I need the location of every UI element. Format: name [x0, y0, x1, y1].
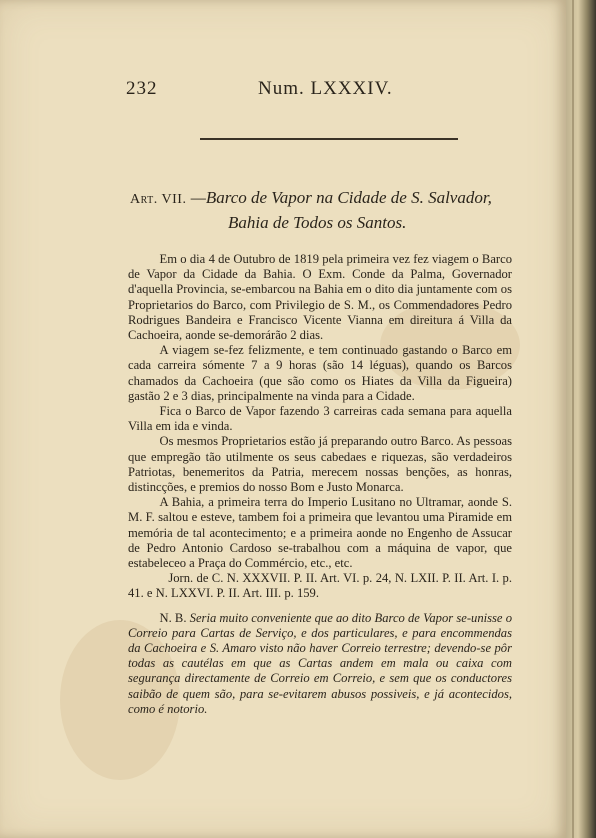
paragraph: A viagem se-fez felizmente, e tem continuado gastando o Barco em cada carreira sómente 7 a 9 horas (são 14 léguas), quando os Barcos chamados da Cachoeira (que são como os Hiates da Villa da Figueira) gastão 2 e 3 dias, principalmente na vinda para a Cidade. [128, 343, 512, 403]
header-rule [200, 138, 458, 140]
next-page-edge [566, 0, 596, 838]
article-title [130, 186, 540, 234]
page-edge-line [572, 0, 574, 838]
article-title-line2: Bahia de Todos os Santos. [228, 213, 407, 232]
nota-bene [128, 611, 512, 717]
paragraph: Em o dia 4 de Outubro de 1819 pela primeira vez fez viagem o Barco de Vapor da Cidade da Bahia. O Exm. Conde da Palma, Governador d'aquella Provincia, se-embarcou na Bahia em o dito dia juntamente com os Proprietarios do Barco, com Privilegio de S. M., os Commendadores Pedro Rodrigues Bandeira e Francisco Vicente Vianna em direitura á Villa da Cachoeira, aonde se-demorárão 2 dias. [128, 252, 512, 343]
source-reference: Jorn. de C. N. XXXVII. P. II. Art. VI. p. 24, N. LXII. P. II. Art. I. p. 41. e N. LXXVI. P. II. Art. III. p. 159. [128, 571, 512, 601]
paragraph: A Bahia, a primeira terra do Imperio Lusitano no Ultramar, aonde S. M. F. saltou e esteve, tambem foi a primeira que levantou uma Piramide em memória de tal acontecimento; e a primeira aonde no Engenho de Assucar de Pedro Antonio Cardoso se-trabalhou com a máquina de vapor, que estabeleceo a Praça do Commércio, etc., etc. [128, 495, 512, 571]
article-label: Art. VII. [130, 192, 187, 207]
paragraph: Fica o Barco de Vapor fazendo 3 carreiras cada semana para aquella Villa em ida e vinda. [128, 404, 512, 434]
page-header [126, 78, 526, 104]
article-title-line1: —Barco de Vapor na Cidade de S. Salvador, [190, 188, 492, 207]
nota-bene-text: Seria muito conveniente que ao dito Barco de Vapor se-unisse o Correio para Cartas de Serviço, e dos particulares, e para encommendas da Cachoeira e S. Amaro visto não haver Correio terrestre; devendo-se pôr todas as cautélas em que as Cartas andem em mala ou caixa com segurança directamente de Correio em Correio, e sem que os conductores saibão de quem são, para se-evitarem abusos possiveis, e já acontecidos, como é notorio. [128, 610, 512, 716]
paragraph: Os mesmos Proprietarios estão já preparando outro Barco. As pessoas que empregão tão utilmente os seus cabedaes e riquezas, são verdadeiros Patriotas, benemeritos da Patria, merecem nossas benções, as honras, distincções, e premios do nosso Bom e Justo Monarca. [128, 434, 512, 495]
page-number: 232 [126, 78, 158, 99]
nota-bene-label: N. B. [159, 610, 187, 625]
article-body [128, 252, 512, 717]
running-title: Num. LXXXIV. [258, 78, 393, 99]
